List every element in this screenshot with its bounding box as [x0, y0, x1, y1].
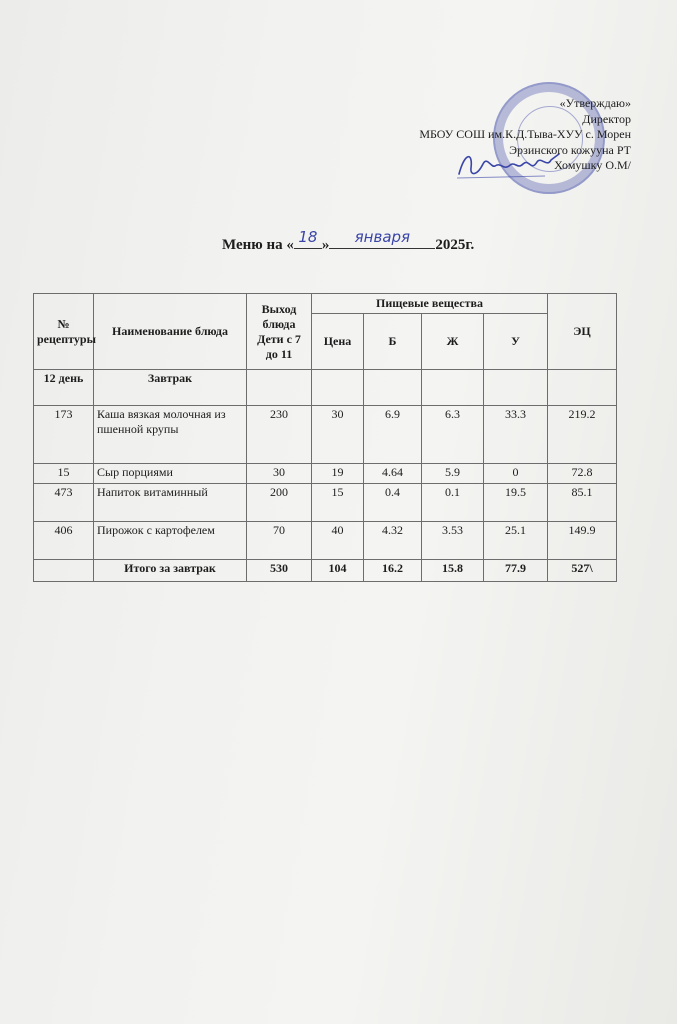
header-price: Цена [312, 314, 364, 370]
total-label: Итого за завтрак [94, 560, 247, 582]
table-row: 173 Каша вязкая молочная из пшенной крупы 230 30 6.9 6.3 33.3 219.2 [34, 406, 617, 464]
page-title: Меню на « 18 » января 2025г. [222, 228, 475, 253]
header-nutrients: Пищевые вещества [312, 294, 548, 314]
approval-block [419, 96, 631, 174]
approval-position: Директор [582, 111, 631, 126]
header-u: У [484, 314, 548, 370]
header-dish: Наименование блюда [94, 294, 247, 370]
header-output: Выход блюда Дети с 7 до 11 [247, 294, 312, 370]
approval-district: Эрзинского кожууна РТ [509, 142, 631, 157]
table-row: 15 Сыр порциями 30 19 4.64 5.9 0 72.8 [34, 464, 617, 484]
header-ec: ЭЦ [548, 294, 617, 370]
approval-title: «Утверждаю» [559, 96, 631, 110]
total-row: Итого за завтрак 530 104 16.2 15.8 77.9 527\ [34, 560, 617, 582]
table-row: 406 Пирожок с картофелем 70 40 4.32 3.53 25.1 149.9 [34, 522, 617, 560]
menu-table [33, 293, 617, 582]
approval-school: МБОУ СОШ им.К.Д.Тыва-ХУУ с. Морен [419, 127, 631, 141]
approval-name: Хомушку О.М/ [554, 158, 631, 172]
handwritten-month: января [354, 228, 411, 246]
header-zh: Ж [422, 314, 484, 370]
section-day: 12 день [34, 370, 94, 406]
section-meal: Завтрак [94, 370, 247, 406]
handwritten-day: 18 [298, 228, 318, 246]
table-row: 473 Напиток витаминный 200 15 0.4 0.1 19.5 85.1 [34, 484, 617, 522]
section-row [34, 370, 617, 406]
header-recipe: № рецептуры [34, 294, 94, 370]
header-b: Б [364, 314, 422, 370]
